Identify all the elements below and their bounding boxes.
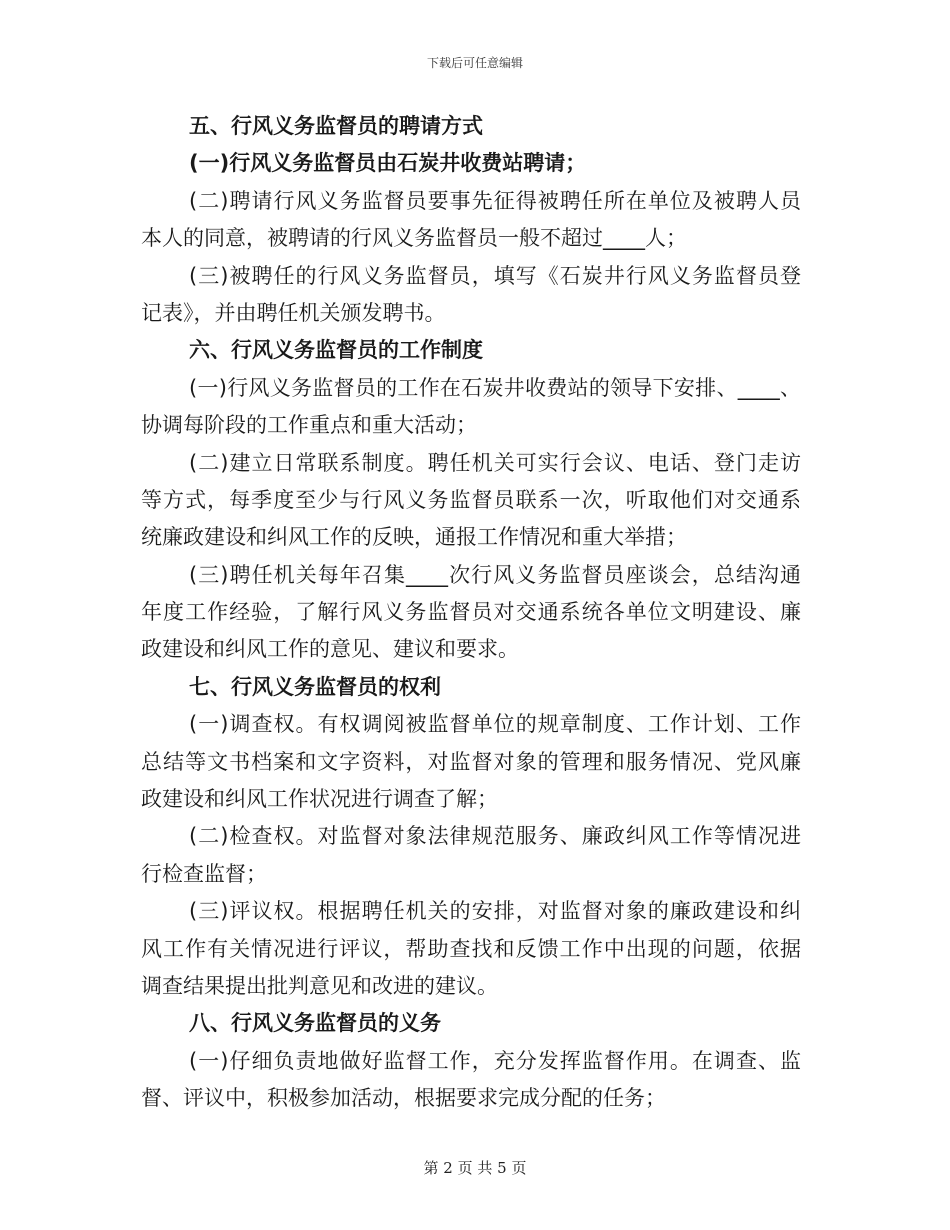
paragraph-line: 风工作有关情况进行评议，帮助查找和反馈工作中出现的问题，依据 — [141, 936, 801, 961]
paragraph-line: 调查结果提出批判意见和改进的建议。 — [141, 973, 498, 998]
paragraph-line: 督、评议中，积极参加活动，根据要求完成分配的任务； — [141, 1086, 666, 1111]
paragraph-line: (三)聘任机关每年召集____次行风义务监督员座谈会，总结沟通 — [189, 562, 801, 587]
paragraph-line: (三)评议权。根据聘任机关的安排，对监督对象的廉政建设和纠 — [189, 899, 801, 924]
paragraph-line: 政建设和纠风工作的意见、建议和要求。 — [141, 637, 519, 662]
paragraph-line: (一)仔细负责地做好监督工作，充分发挥监督作用。在调查、监 — [189, 1048, 801, 1073]
paragraph-line: 政建设和纠风工作状况进行调查了解； — [141, 787, 498, 812]
paragraph-line: (一)行风义务监督员的工作在石炭井收费站的领导下安排、____、 — [189, 375, 801, 400]
section-heading-8: 八、行风义务监督员的义务 — [189, 1011, 441, 1036]
section-heading-5: 五、行风义务监督员的聘请方式 — [189, 114, 483, 138]
paragraph-line: 统廉政建设和纠风工作的反映，通报工作情况和重大举措； — [141, 525, 687, 550]
paragraph-line: (二)检查权。对监督对象法律规范服务、廉政纠风工作等情况进 — [189, 824, 801, 849]
paragraph-line: 等方式，每季度至少与行风义务监督员联系一次，听取他们对交通系 — [141, 487, 801, 512]
paragraph-line: (二)聘请行风义务监督员要事先征得被聘任所在单位及被聘人员 — [189, 188, 801, 213]
paragraph-line: 总结等文书档案和文字资料，对监督对象的管理和服务情况、党风廉 — [141, 749, 801, 774]
paragraph-line: (二)建立日常联系制度。聘任机关可实行会议、电话、登门走访 — [189, 450, 801, 475]
paragraph-line: (三)被聘任的行风义务监督员，填写《石炭井行风义务监督员登 — [189, 263, 801, 288]
paragraph-line: (一)调查权。有权调阅被监督单位的规章制度、工作计划、工作 — [189, 712, 801, 737]
page-header-note: 下载后可任意编辑 — [426, 56, 523, 70]
paragraph-line: 本人的同意，被聘请的行风义务监督员一般不超过____人； — [141, 226, 687, 251]
paragraph-line: 行检查监督； — [141, 861, 267, 886]
paragraph-line: 协调每阶段的工作重点和重大活动； — [141, 413, 477, 438]
page-number-footer: 第 2 页 共 5 页 — [423, 1159, 527, 1177]
subheading-5-1: (一)行风义务监督员由石炭井收费站聘请； — [189, 151, 587, 176]
paragraph-line: 记表》，并由聘任机关颁发聘书。 — [141, 300, 446, 325]
paragraph-line: 年度工作经验，了解行风义务监督员对交通系统各单位文明建设、廉 — [141, 600, 801, 625]
section-heading-6: 六、行风义务监督员的工作制度 — [189, 338, 483, 363]
document-body — [141, 108, 801, 1118]
section-heading-7: 七、行风义务监督员的权利 — [189, 674, 441, 699]
